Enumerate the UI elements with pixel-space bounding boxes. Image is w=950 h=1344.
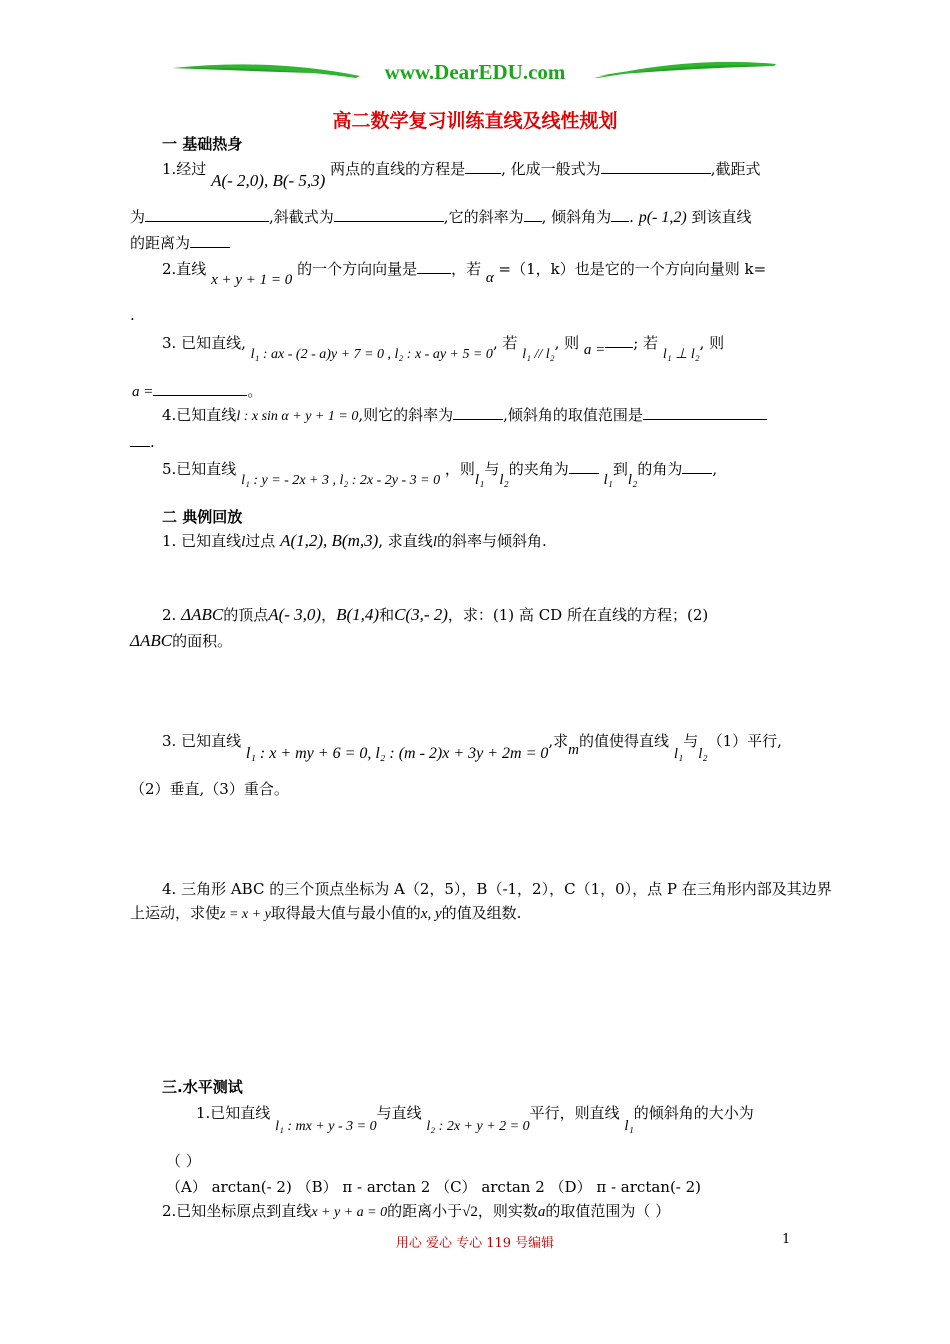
- answer-blank[interactable]: [145, 207, 269, 222]
- p4-xy: x, y: [420, 906, 442, 922]
- t2-sqrt2: √2: [462, 1204, 478, 1220]
- p2-point-a: A(- 3,0): [268, 605, 322, 624]
- q3-lines-formula: l₁ : ax - (2 - a)y + 7 = 0 , l₂ : x - ay + 5 = 0: [250, 347, 493, 362]
- site-url: www.DearEDU.com: [384, 60, 566, 84]
- p1-l: l: [241, 534, 246, 550]
- p2-line-2: [130, 630, 232, 651]
- q5-l1: l₁: [474, 472, 485, 488]
- p2-point-b: B(1,4): [336, 605, 380, 624]
- q1-text: 为: [130, 208, 146, 226]
- q1-text: ,它的斜率为: [443, 208, 524, 226]
- answer-blank[interactable]: [190, 233, 230, 248]
- p3-l2: l₂: [698, 746, 708, 762]
- page-title: 高二数学复习训练直线及线性规划: [332, 110, 618, 132]
- q2-line-formula: x + y + 1 = 0: [211, 272, 293, 288]
- q4-text: .: [150, 433, 155, 451]
- q4-text: ,则它的斜率为: [358, 406, 454, 424]
- answer-blank[interactable]: [465, 159, 501, 174]
- q4-text: ,倾斜角的取值范围是: [503, 406, 643, 424]
- p4-line-1: 4. 三角形 ABC 的三个顶点坐标为 A（2，5），B（-1，2），C（1，0），点 P 在三角形内部及其边界: [162, 880, 832, 898]
- p3-text: 与: [683, 732, 699, 750]
- page-number: 1: [782, 1232, 791, 1247]
- q1-text: ,截距式: [710, 160, 761, 178]
- p1-line: [162, 530, 547, 551]
- p2-text: 的面积。: [172, 632, 233, 650]
- p4-text: 的值及组数.: [441, 904, 522, 922]
- p2-text: ，求：(1) 高 CD 所在直线的方程；(2): [447, 606, 709, 624]
- q3-text: , 若: [492, 334, 518, 352]
- p3-text: 3. 已知直线: [162, 732, 242, 750]
- p3-m: m: [568, 742, 580, 758]
- p3-line-2: （2）垂直,（3）重合。: [130, 780, 289, 798]
- p3-line-1: [162, 730, 782, 762]
- answer-blank[interactable]: [611, 207, 629, 222]
- q1-text: ,斜截式为: [269, 208, 334, 226]
- q5-l2: l₂: [499, 472, 509, 488]
- q2-line-2: .: [130, 306, 135, 324]
- q1-line-1: [162, 158, 761, 190]
- q1-text: , 倾斜角为: [541, 208, 612, 226]
- q4-text: 4.已知直线: [162, 406, 237, 424]
- q5-text: ,: [712, 460, 718, 478]
- answer-blank[interactable]: [453, 405, 503, 420]
- t1-paren: （ ）: [166, 1152, 201, 1170]
- q3-text: 3. 已知直线,: [162, 334, 246, 352]
- q1-text: 1.经过: [162, 160, 207, 178]
- q3-a-eq: a =: [132, 384, 154, 400]
- t1-line-1: [196, 1102, 754, 1134]
- q5-text: ，则: [444, 460, 475, 478]
- q1-points-formula: A(- 2,0), B(- 5,3): [211, 171, 326, 190]
- answer-blank[interactable]: [569, 459, 599, 474]
- p2-line-1: [162, 604, 708, 625]
- q3-text: , 则: [554, 334, 580, 352]
- footer-text: 用心 爱心 专心 119 号编辑: [395, 1236, 555, 1251]
- p4-line-2: [130, 902, 521, 923]
- p2-triangle: ΔABC: [181, 605, 224, 624]
- q5-l2: l₂: [627, 472, 638, 488]
- p1-text: 过点: [245, 532, 276, 550]
- q3-line-2: [132, 380, 262, 401]
- q4-line-2: [130, 432, 155, 451]
- t1-l2-formula: l₂ : 2x + y + 2 = 0: [426, 1119, 530, 1134]
- q3-parallel: l₁ // l₂: [522, 347, 555, 362]
- t1-l1: l₁: [624, 1118, 634, 1134]
- t2-line: [162, 1200, 670, 1221]
- p2-text: 2.: [162, 606, 177, 624]
- q5-text: 到: [612, 460, 628, 478]
- t2-text: 2.已知坐标原点到直线: [162, 1202, 312, 1220]
- q1-line-2: [130, 206, 751, 227]
- t2-text: ，则实数: [477, 1202, 538, 1220]
- t1-text: 平行，则直线: [529, 1104, 620, 1122]
- section-heading-2: 二 典例回放: [162, 508, 243, 526]
- q1-text: 的距离为: [130, 234, 191, 252]
- p4-z-formula: z = x + y: [220, 907, 271, 922]
- q1-text: 两点的直线的方程是: [330, 160, 466, 178]
- q3-text: ; 若: [633, 334, 659, 352]
- answer-blank[interactable]: [601, 159, 711, 174]
- q1-line-3: [130, 232, 230, 253]
- t1-text: 1.已知直线: [196, 1104, 271, 1122]
- t1-l1-formula: l₁ : mx + y - 3 = 0: [275, 1119, 377, 1134]
- p3-text: （1）平行,: [707, 732, 782, 750]
- p1-points: A(1,2), B(m,3): [280, 531, 379, 550]
- answer-blank[interactable]: [334, 207, 444, 222]
- q2-alpha: α: [485, 270, 494, 286]
- q1-text: , 化成一般式为: [501, 160, 601, 178]
- q3-a-eq: a =: [583, 342, 606, 358]
- section-heading-3: 三.水平测试: [162, 1078, 243, 1096]
- q2-line-1: [162, 258, 767, 288]
- t1-options[interactable]: （A） arctan(- 2) （B） π - arctan 2 （C） arctan 2 （D） π - arctan(- 2): [166, 1178, 702, 1196]
- q5-text: 与: [484, 460, 500, 478]
- p2-triangle: ΔABC: [130, 631, 173, 650]
- p1-l: l: [432, 534, 437, 550]
- t2-a: a: [537, 1204, 546, 1220]
- p1-text: 的斜率与倾斜角.: [436, 532, 547, 550]
- p1-text: 1. 已知直线: [162, 532, 242, 550]
- q4-formula: l : x sin α + y + 1 = 0: [236, 409, 359, 424]
- q5-text: 5.已知直线: [162, 460, 237, 478]
- section-heading-1: 一 基础热身: [162, 135, 243, 153]
- q1-point-formula: p(- 1,2): [638, 209, 687, 226]
- p3-lines-formula: l₁ : x + my + 6 = 0, l₂ : (m - 2)x + 3y + 2m = 0: [245, 745, 549, 762]
- p3-text: 的值使得直线: [579, 732, 670, 750]
- q5-text: 的角为: [637, 460, 683, 478]
- p2-text: ，: [321, 606, 337, 624]
- q5-line: [162, 458, 718, 488]
- p2-text: 的顶点: [223, 606, 269, 624]
- site-logo: [170, 58, 780, 88]
- p4-text: 取得最大值与最小值的: [270, 904, 421, 922]
- t2-formula: x + y + a = 0: [311, 1205, 388, 1220]
- answer-blank[interactable]: [417, 259, 451, 274]
- q3-text: 。: [247, 382, 263, 400]
- p4-text: 上运动，求使: [130, 904, 221, 922]
- answer-blank[interactable]: [643, 405, 767, 420]
- q1-text: 到该直线: [691, 208, 752, 226]
- p3-text: ,求: [548, 732, 569, 750]
- q5-text: 的夹角为: [508, 460, 569, 478]
- answer-blank[interactable]: [130, 432, 150, 447]
- answer-blank[interactable]: [605, 333, 633, 348]
- q2-text: ，若: [451, 260, 482, 278]
- q4-line-1: [162, 404, 767, 425]
- p2-text: 和: [379, 606, 395, 624]
- q5-l1: l₁: [603, 472, 613, 488]
- q2-text: =（1，k）也是它的一个方向向量则 k=: [498, 260, 767, 278]
- q2-text: 的一个方向向量是: [297, 260, 418, 278]
- answer-blank[interactable]: [153, 381, 247, 396]
- t1-text: 与直线: [376, 1104, 422, 1122]
- q3-line-1: [162, 332, 725, 362]
- q3-text: , 则: [699, 334, 725, 352]
- t2-text: 的取值范围为（ ）: [545, 1202, 671, 1220]
- q2-text: 2.直线: [162, 260, 207, 278]
- q5-lines-formula: l₁ : y = - 2x + 3 , l₂ : 2x - 2y - 3 = 0: [241, 473, 441, 488]
- q3-perpendicular: l₁ ⊥ l₂: [662, 347, 700, 362]
- t2-text: 的距离小于: [387, 1202, 463, 1220]
- q1-text: .: [629, 208, 634, 226]
- answer-blank[interactable]: [524, 207, 542, 222]
- p2-point-c: C(3,- 2): [394, 605, 448, 624]
- t1-text: 的倾斜角的大小为: [633, 1104, 754, 1122]
- answer-blank[interactable]: [682, 459, 712, 474]
- p3-l1: l₁: [673, 746, 684, 762]
- p1-text: , 求直线: [378, 532, 433, 550]
